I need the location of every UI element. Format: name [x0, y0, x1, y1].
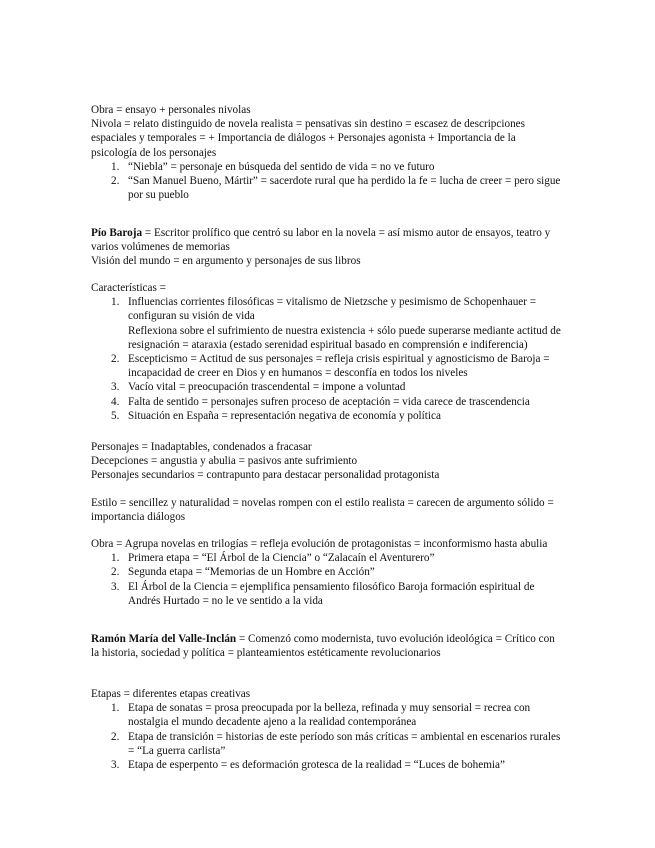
list-item — [91, 380, 561, 394]
list-text: Falta de sentido = personajes sufren proceso de aceptación = vida carece de trascendencia — [128, 395, 530, 408]
list-item — [91, 352, 561, 380]
list-number: 3. — [111, 759, 120, 772]
list-number: 2. — [111, 175, 120, 188]
baroja-caracteristicas — [91, 281, 561, 423]
list-text: Situación en España = representación negativa de economía y política — [128, 409, 441, 422]
baroja-obra — [91, 537, 561, 608]
list-item — [91, 174, 561, 202]
caracteristicas-list — [91, 295, 561, 423]
list-item — [91, 565, 561, 579]
unamuno-nivola: Nivola = relato distinguido de novela realista = pensativas sin destino = escasez de descripciones espaciales y temporales = + Importancia de diálogos + Personajes agonista + Importancia de la psicología de los personajes — [91, 118, 525, 159]
list-item — [91, 758, 561, 772]
unamuno-section — [91, 103, 561, 202]
list-text: Etapa de esperpento = es deformación grotesca de la realidad = “Luces de bohemia” — [128, 759, 505, 772]
unamuno-obra: Obra = ensayo + personales nivolas — [91, 104, 251, 116]
valle-name: Ramón María del Valle-Inclán — [91, 633, 237, 645]
baroja-obra-list — [91, 551, 561, 608]
list-number: 1. — [111, 552, 120, 565]
baroja-estilo — [91, 496, 561, 524]
list-text: Etapa de transición = historias de este período son más críticas = ambiental en escenarios rurales = “La guerra carlista” — [128, 730, 561, 757]
list-text: “San Manuel Bueno, Mártir” = sacerdote rural que ha perdido la fe = lucha de creer = pero sigue por su pueblo — [128, 175, 561, 202]
list-text: Primera etapa = “El Árbol de la Ciencia” o “Zalacaín el Aventurero” — [128, 552, 435, 565]
caracteristicas-heading: Características = — [91, 282, 166, 294]
baroja-obra-line: Obra = Agrupa novelas en trilogías = refleja evolución de protagonistas = inconformismo hasta abulia — [91, 538, 548, 550]
list-item — [91, 701, 561, 729]
list-item — [91, 551, 561, 565]
baroja-vision: Visión del mundo = en argumento y personajes de sus libros — [91, 255, 361, 268]
valle-section — [91, 632, 561, 660]
valle-etapas — [91, 687, 561, 772]
list-text: El Árbol de la Ciencia = ejemplifica pensamiento filosófico Baroja formación espiritual de Andrés Hurtado = no le ve sentido a la vida — [128, 580, 535, 607]
list-number: 1. — [111, 296, 120, 309]
baroja-intro — [91, 226, 561, 254]
etapas-list — [91, 701, 561, 772]
list-number: 2. — [111, 353, 120, 366]
list-number: 1. — [111, 160, 120, 173]
estilo-line: Estilo = sencillez y naturalidad = novelas rompen con el estilo realista = carecen de argumento sólido = importancia diálogos — [91, 497, 554, 524]
unamuno-list — [91, 160, 561, 203]
list-text-extra: Reflexiona sobre el sufrimiento de nuestra existencia + sólo puede superarse mediante actitud de resignación = ataraxia (estado serenidad espiritual basado en comprensión e indiferencia) — [128, 324, 561, 351]
list-item — [91, 730, 561, 758]
list-text: Vacío vital = preocupación trascendental = impone a voluntad — [128, 381, 406, 394]
personajes-line: Personajes = Inadaptables, condenados a fracasar — [91, 441, 312, 453]
list-number: 1. — [111, 702, 120, 715]
valle-intro — [91, 632, 561, 660]
list-item — [91, 580, 561, 608]
list-text: Escepticismo = Actitud de sus personajes = refleja crisis espiritual y agnosticismo de Baroja = incapacidad de creer en Dios y en humanos = desconfía en todos los niveles — [128, 353, 550, 380]
list-item — [91, 295, 561, 352]
baroja-intro-text: = Escritor prolífico que centró su labor en la novela = así mismo autor de ensayos, teatro y varios volúmenes de memorias — [91, 227, 551, 254]
secundarios-line: Personajes secundarios = contrapunto para destacar personalidad protagonista — [91, 469, 440, 482]
baroja-section — [91, 226, 561, 269]
list-text: “Niebla” = personaje en búsqueda del sentido de vida = no ve futuro — [128, 160, 435, 173]
list-number: 4. — [111, 395, 120, 408]
baroja-name: Pío Baroja — [91, 227, 143, 239]
list-number: 3. — [111, 381, 120, 394]
list-number: 5. — [111, 409, 120, 422]
baroja-personajes — [91, 440, 561, 483]
valle-intro-text: = Comenzó como modernista, tuvo evolución ideológica = Crítico con la historia, sociedad y política = planteamientos estéticamente revolucionarios — [91, 633, 555, 660]
list-text: Etapa de sonatas = prosa preocupada por la belleza, refinada y muy sensorial = recrea con nostalgia el mundo decadente ajeno a la realidad contemporánea — [128, 702, 531, 729]
list-text: Influencias corrientes filosóficas = vitalismo de Nietzsche y pesimismo de Schopenhauer = configuran su visión de vida — [128, 296, 537, 323]
list-item — [91, 409, 561, 423]
list-item — [91, 395, 561, 409]
list-number: 3. — [111, 580, 120, 593]
list-number: 2. — [111, 566, 120, 579]
list-item — [91, 160, 561, 174]
list-number: 2. — [111, 730, 120, 743]
list-text: Segunda etapa = “Memorias de un Hombre en Acción” — [128, 566, 375, 579]
decepciones-line: Decepciones = angustia y abulia = pasivos ante sufrimiento — [91, 455, 358, 468]
etapas-heading: Etapas = diferentes etapas creativas — [91, 688, 251, 700]
